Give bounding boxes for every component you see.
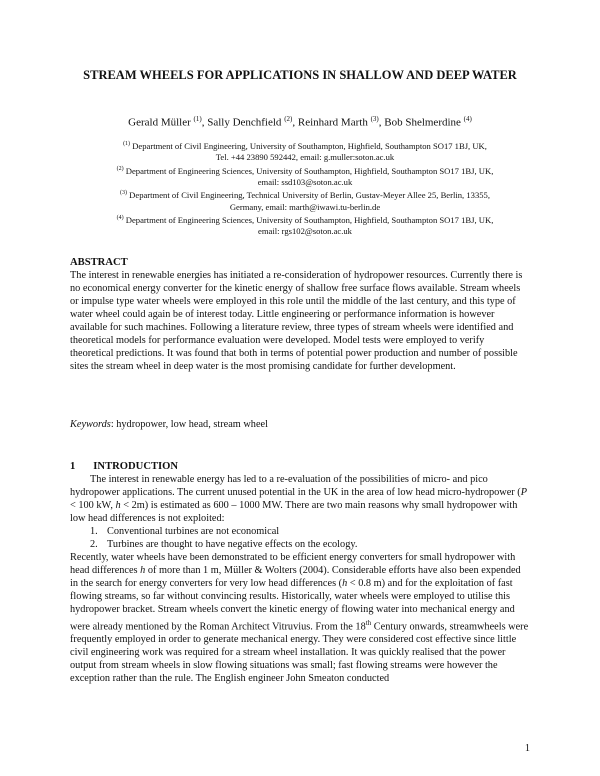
abstract-heading: ABSTRACT (70, 257, 128, 268)
list-number: 2. (90, 539, 98, 551)
section-title: INTRODUCTION (93, 461, 179, 472)
affiliation-text: Department of Civil Engineering, Technical University of Berlin, Gustav-Meyer Allee 25, Berlin, 13355, (129, 190, 490, 201)
author-separator: , (378, 116, 385, 129)
keywords-label: Keywords (70, 419, 111, 430)
list-number: 1. (90, 526, 98, 538)
paper-title: STREAM WHEELS FOR APPLICATIONS IN SHALLOW AND DEEP WATER (83, 68, 517, 82)
author-name: Sally Denchfield (207, 116, 282, 129)
intro-paragraph-1 (70, 473, 530, 525)
text-run: Century onwards, streamwheels were frequently employed in order to generate mechanical energy. They were considered cost effective since little civil engineering work was required for a stream wheel installation. It was quickly realised that the power output from stream wheels in slow flowing situations was small; fast flowing streams were however the exception rather than the rule. The English engineer John Smeaton conducted (70, 620, 529, 685)
affiliation-mark: (4) (116, 215, 124, 222)
keywords-line (70, 418, 268, 431)
affiliation-mark: (2) (116, 165, 124, 172)
affiliation-contact: Tel. +44 23890 592442, email: g.muller:soton.ac.uk (215, 152, 395, 163)
affiliation-contact: Germany, email: marth@iwawi.tu-berlin.de (229, 201, 381, 212)
affiliation-contact: email: rgs102@soton.ac.uk (258, 226, 352, 237)
list-text: Turbines are thought to have negative effects on the ecology. (107, 539, 358, 551)
affiliation-mark: (3) (120, 190, 128, 197)
affiliation-mark: (1) (123, 141, 131, 147)
section-heading-introduction (70, 460, 178, 473)
author-mark: (1) (193, 115, 202, 123)
author-mark: (4) (463, 115, 472, 123)
list-item (70, 538, 530, 551)
introduction-body (70, 473, 530, 685)
text-run: Recently, water wheels have been demonstrated to be efficient energy converters for small hydropower with head differences (70, 552, 516, 577)
affiliation (70, 188, 540, 201)
author-name: Gerald Müller (128, 116, 191, 129)
page-number: 1 (524, 743, 530, 754)
abstract-text: The interest in renewable energies has initiated a re-consideration of hydropower resources. Currently there is no economical energy converter for the kinetic energy of shallow free surface flows available. Stream wheels or impulse type water wheels were employed in this role until the middle of the last century, and this type of water wheel could again be of interest today. Little engineering or performance information is however available for such machines. Following a literature review, three types of stream wheels were identified and theoretical models for performance evaluation were developed. Model tests were employed to verify theoretical predictions. It was found that both in terms of potential power production and number of possible sites the stream wheel in deep water is the most promising candidate for further development. (70, 270, 523, 373)
author-separator: , (292, 116, 298, 129)
text-run: < 100 kW, (70, 500, 116, 512)
author-mark: (3) (370, 115, 379, 123)
text-run: of more than 1 m, Müller & Wolters (2004). Considerable efforts have also been expended in the search for energy converters for very low head differences ( (70, 565, 521, 590)
text-run: < 0.8 m) and for the exploitation of fast flowing streams, so far without convincing results. Historically, water wheels were employed to utilise this hydropower bracket. Stream wheels convert the kinetic energy of flowing water into mechanical energy and were already mentioned by the Roman Architect Vitruvius. From the 18 (70, 578, 515, 632)
variable-symbol: P (520, 487, 528, 499)
text-run: < 2m) is estimated as 600 – 1000 MW. There are two main reasons why small hydropower with low head differences is not exploited: (70, 500, 518, 525)
affiliation-list (70, 139, 540, 238)
affiliation-text: Department of Civil Engineering, University of Southampton, Highfield, Southampton SO17 1BJ, UK, (132, 140, 487, 151)
affiliation-text: Department of Engineering Sciences, University of Southampton, Highfield, Southampton SO17 1BJ, UK, (125, 165, 494, 176)
reasons-list (70, 525, 530, 551)
variable-symbol: h (115, 500, 121, 512)
text-run: The interest in renewable energy has led to a re-evaluation of the possibilities of micro- and pico hydropower applications. The current unused potential in the UK in the area of low head micro-hydropower ( (70, 474, 521, 499)
keywords-text: : hydropower, low head, stream wheel (110, 419, 268, 430)
affiliation-text: Department of Engineering Sciences, University of Southampton, Highfield, Southampton SO17 1BJ, UK, (125, 214, 494, 225)
affiliation (70, 164, 540, 177)
ordinal-superscript: th (365, 618, 372, 627)
variable-symbol: h (342, 578, 348, 590)
intro-paragraph-2 (70, 551, 530, 685)
author-name: Bob Shelmerdine (384, 116, 461, 129)
list-text: Conventional turbines are not economical (107, 526, 280, 538)
author-separator: , (201, 116, 208, 129)
variable-symbol: h (140, 565, 146, 577)
author-mark: (2) (284, 115, 293, 123)
affiliation (70, 139, 540, 152)
section-number: 1 (70, 461, 76, 472)
list-item (70, 525, 530, 538)
affiliation-contact: email: ssd103@soton.ac.uk (257, 176, 353, 187)
author-list (40, 112, 560, 130)
affiliation (70, 213, 540, 226)
author-name: Reinhard Marth (297, 116, 368, 129)
